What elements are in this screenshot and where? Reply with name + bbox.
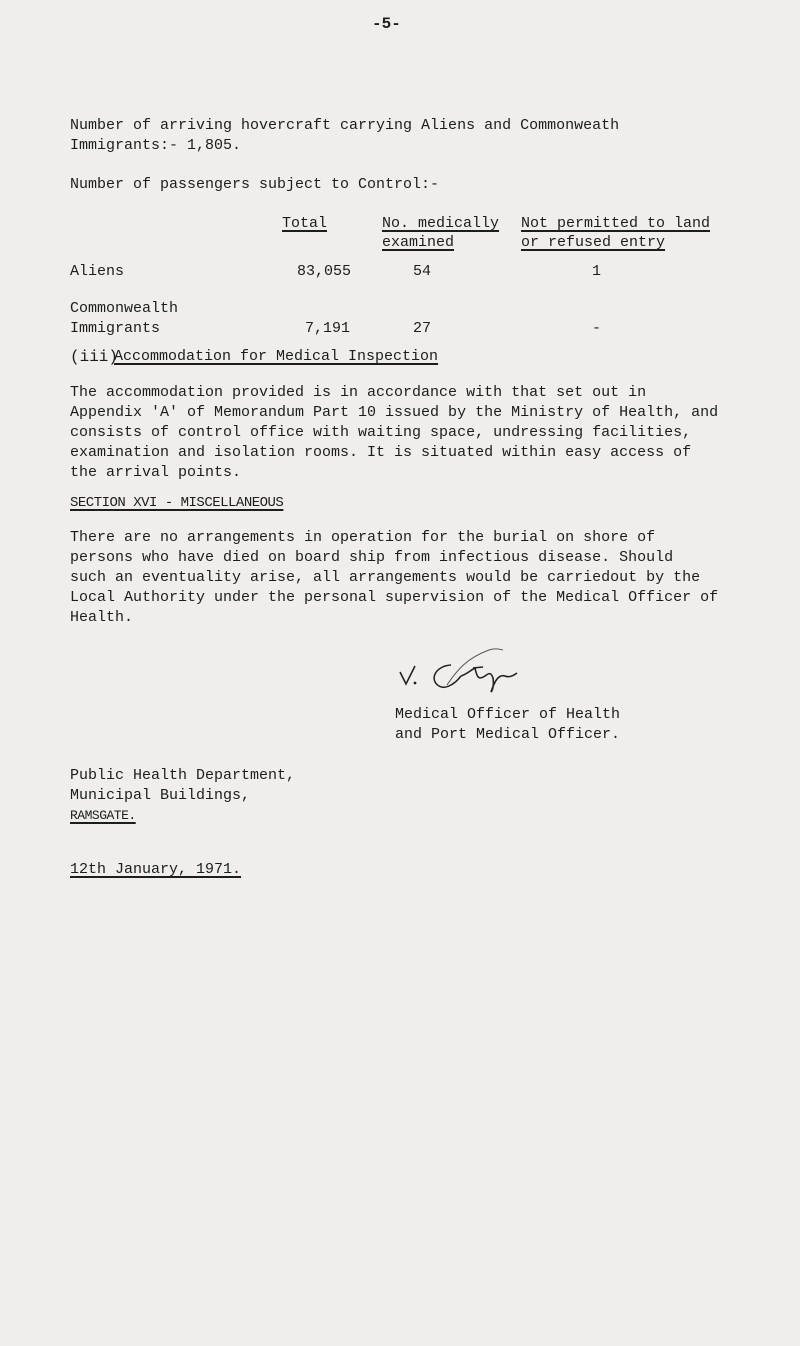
paragraph-line: examination and isolation rooms. It is situated within easy access of — [70, 444, 692, 461]
header-total: Total — [282, 215, 328, 232]
header-not-permitted: Not permitted to land — [521, 215, 711, 232]
row-label-2: Immigrants — [70, 320, 161, 337]
row-refused: 1 — [592, 263, 602, 280]
row-label: Aliens — [70, 263, 125, 280]
paragraph-line: the arrival points. — [70, 464, 242, 481]
header-examined: examined — [382, 234, 455, 251]
paragraph-line: consists of control office with waiting space, undressing facilities, — [70, 424, 692, 441]
handwritten-signature — [395, 640, 565, 695]
section-iii-heading: Accommodation for Medical Inspection — [114, 348, 439, 365]
paragraph-line: Appendix 'A' of Memorandum Part 10 issued by the Ministry of Health, and — [70, 404, 719, 421]
paragraph-line: Local Authority under the personal supervision of the Medical Officer of — [70, 589, 719, 606]
row-refused: - — [592, 320, 602, 337]
paragraph-line: persons who have died on board ship from infectious disease. Should — [70, 549, 674, 566]
paragraph-line: The accommodation provided is in accordance with that set out in — [70, 384, 647, 401]
signature-title-2: and Port Medical Officer. — [395, 726, 621, 743]
section-xvi-heading: SECTION XVI - MISCELLANEOUS — [70, 495, 284, 511]
hovercraft-line-1: Number of arriving hovercraft carrying Aliens and Commonweath — [70, 117, 620, 134]
row-medically: 54 — [413, 263, 432, 280]
document-date: 12th January, 1971. — [70, 861, 242, 878]
signature-title-1: Medical Officer of Health — [395, 706, 621, 723]
header-medically: No. medically — [382, 215, 500, 232]
paragraph-line: such an eventuality arise, all arrangements would be carriedout by the — [70, 569, 701, 586]
hovercraft-line-2: Immigrants:- 1,805. — [70, 137, 242, 154]
row-medically: 27 — [413, 320, 432, 337]
row-total: 83,055 — [297, 263, 352, 280]
row-total: 7,191 — [305, 320, 351, 337]
section-xvi-paragraph — [70, 528, 750, 628]
page-number: -5- — [372, 15, 401, 33]
header-refused-entry: or refused entry — [521, 234, 666, 251]
section-iii-paragraph — [70, 383, 750, 483]
row-label: Commonwealth — [70, 300, 179, 317]
paragraph-line: Health. — [70, 609, 134, 626]
address-line-3: RAMSGATE. — [70, 808, 136, 823]
address-line-2: Municipal Buildings, — [70, 787, 251, 804]
paragraph-line: There are no arrangements in operation for the burial on shore of — [70, 529, 656, 546]
passengers-intro: Number of passengers subject to Control:- — [70, 176, 440, 193]
address-line-1: Public Health Department, — [70, 767, 296, 784]
section-iii-number: (iii) — [70, 348, 119, 366]
